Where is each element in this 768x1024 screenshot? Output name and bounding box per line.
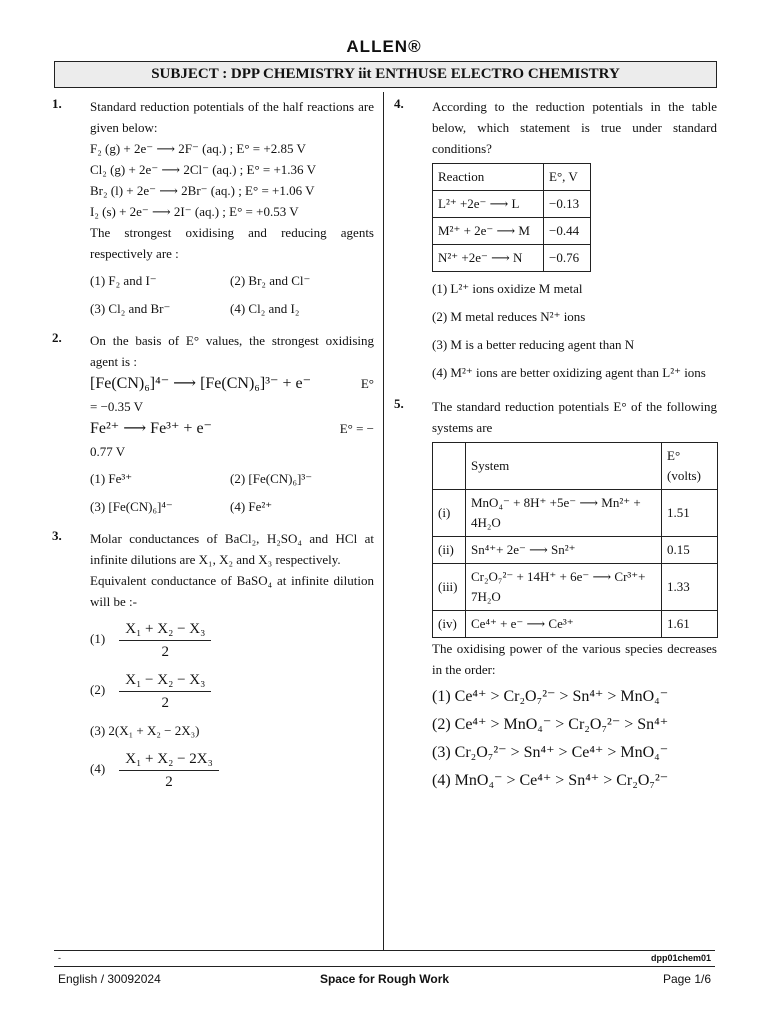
question-3 — [52, 528, 374, 793]
option-3[interactable]: (3) M is a better reducing agent than N — [432, 337, 635, 352]
footer-code-bar — [54, 951, 715, 965]
table-cell: M²⁺ + 2e⁻ ⟶ M — [433, 218, 544, 245]
question-4 — [394, 96, 717, 384]
question-text: On the basis of E° values, the strongest oxidising agent is : — [90, 333, 374, 369]
equation: F₂ (g) + 2e⁻ ⟶ 2F⁻ (aq.) ; E° = +2.85 V — [90, 141, 306, 156]
allen-logo: ALLEN® — [346, 37, 422, 56]
numerator: X₁ − X₂ − X₃ — [119, 669, 211, 692]
equation: I₂ (s) + 2e⁻ ⟶ 2I⁻ (aq.) ; E° = +0.53 V — [90, 204, 299, 219]
question-text: The strongest oxidising and reducing agents respectively are : — [90, 225, 374, 261]
question-text: Equivalent conductance of BaSO₄ at infinite dilution will be :- — [90, 573, 374, 609]
table-cell: (ii) — [433, 537, 466, 564]
option-4[interactable]: (4) MnO₄⁻ > Ce⁴⁺ > Sn⁴⁺ > Cr₂O₇²⁻ — [432, 772, 669, 789]
option-4[interactable] — [90, 748, 374, 793]
option-1[interactable]: (1) L²⁺ ions oxidize M metal — [432, 281, 583, 296]
option-1[interactable] — [90, 618, 374, 663]
option-4[interactable]: (4) M²⁺ ions are better oxidizing agent than L²⁺ ions — [432, 365, 706, 380]
denominator: 2 — [165, 774, 173, 790]
numerator: X₁ + X₂ − X₃ — [119, 618, 211, 641]
fraction — [119, 669, 211, 714]
potential-value: = −0.35 V — [90, 399, 144, 414]
column-divider — [383, 92, 384, 950]
table-cell: 1.33 — [662, 564, 718, 611]
table-cell: −0.76 — [544, 245, 591, 272]
option-4[interactable]: (4) Cl₂ and I₂ — [230, 301, 300, 316]
table-cell: 0.15 — [662, 537, 718, 564]
table-row — [433, 218, 591, 245]
system-potential-table — [432, 442, 718, 638]
table-header: Reaction — [433, 164, 544, 191]
footer-rule-bottom — [54, 966, 715, 967]
table-cell: Cr₂O₇²⁻ + 14H⁺ + 6e⁻ ⟶ Cr³⁺+ 7H₂O — [466, 564, 662, 611]
option-2[interactable]: (2) M metal reduces N²⁺ ions — [432, 309, 586, 324]
table-row — [433, 537, 718, 564]
option-number: (4) — [90, 761, 106, 777]
table-row — [433, 490, 718, 537]
options — [90, 270, 374, 320]
option-2[interactable]: (2) Ce⁴⁺ > MnO₄⁻ > Cr₂O₇²⁻ > Sn⁴⁺ — [432, 716, 669, 733]
table-header: E° (volts) — [662, 443, 718, 490]
table-cell: 1.51 — [662, 490, 718, 537]
table-cell: (iv) — [433, 611, 466, 638]
table-cell: −0.13 — [544, 191, 591, 218]
reduction-potential-table — [432, 163, 591, 272]
footer-dash: - — [58, 953, 61, 963]
table-header: System — [466, 443, 662, 490]
right-column — [394, 96, 717, 800]
equation: [Fe(CN)₆]⁴⁻ ⟶ [Fe(CN)₆]³⁻ + e⁻ — [90, 375, 312, 392]
question-text: Molar conductances of BaCl₂, H₂SO₄ and HCl at infinite dilutions are X₁, X₂ and X₃ respectively. — [90, 531, 374, 567]
option-2[interactable]: (2) [Fe(CN)₆]³⁻ — [230, 471, 313, 486]
table-cell: Sn⁴⁺+ 2e⁻ ⟶ Sn²⁺ — [466, 537, 662, 564]
equation-row — [90, 417, 374, 441]
fraction — [119, 618, 211, 663]
table-cell: (i) — [433, 490, 466, 537]
option-1[interactable]: (1) F₂ and I⁻ — [90, 273, 157, 288]
options — [90, 468, 374, 518]
denominator: 2 — [161, 644, 170, 660]
table-cell: MnO₄⁻ + 8H⁺ +5e⁻ ⟶ Mn²⁺ + 4H₂O — [466, 490, 662, 537]
equation: Br₂ (l) + 2e⁻ ⟶ 2Br⁻ (aq.) ; E° = +1.06 V — [90, 183, 315, 198]
equation-row — [90, 372, 374, 396]
fraction — [119, 748, 219, 793]
table-cell: N²⁺ +2e⁻ ⟶ N — [433, 245, 544, 272]
option-3[interactable]: (3) Cl₂ and Br⁻ — [90, 301, 171, 316]
question-number: 5. — [394, 396, 404, 411]
table-cell: (iii) — [433, 564, 466, 611]
subject-banner: SUBJECT : DPP CHEMISTRY iit ENTHUSE ELECTRO CHEMISTRY — [54, 61, 717, 88]
table-cell: L²⁺ +2e⁻ ⟶ L — [433, 191, 544, 218]
potential-label: E° — [360, 376, 374, 391]
question-text: Standard reduction potentials of the half reactions are given below: — [90, 99, 374, 135]
equation: Fe²⁺ ⟶ Fe³⁺ + e⁻ — [90, 420, 212, 437]
table-row — [433, 564, 718, 611]
question-number: 1. — [52, 96, 62, 111]
potential-value: 0.77 V — [90, 444, 126, 459]
option-2[interactable] — [90, 669, 374, 714]
equation: Cl₂ (g) + 2e⁻ ⟶ 2Cl⁻ (aq.) ; E° = +1.36 V — [90, 162, 316, 177]
question-text: The oxidising power of the various species decreases in the order: — [432, 641, 717, 677]
option-4[interactable]: (4) Fe²⁺ — [230, 499, 273, 514]
question-number: 4. — [394, 96, 404, 111]
option-2[interactable]: (2) Br₂ and Cl⁻ — [230, 273, 311, 288]
option-number: (1) — [90, 631, 106, 647]
question-number: 3. — [52, 528, 62, 543]
option-3[interactable]: (3) Cr₂O₇²⁻ > Sn⁴⁺ > Ce⁴⁺ > MnO₄⁻ — [432, 744, 669, 761]
page-number: Page 1/6 — [662, 972, 711, 986]
option-1[interactable]: (1) Fe³⁺ — [90, 471, 133, 486]
left-column — [52, 96, 374, 801]
table-cell: 1.61 — [662, 611, 718, 638]
table-row — [433, 191, 591, 218]
table-cell: −0.44 — [544, 218, 591, 245]
question-number: 2. — [52, 330, 62, 345]
question-text: According to the reduction potentials in the table below, which statement is true under standard conditions? — [432, 99, 717, 156]
option-3[interactable]: (3) 2(X₁ + X₂ − 2X₃) — [90, 723, 200, 738]
question-2 — [52, 330, 374, 518]
denominator: 2 — [161, 695, 170, 711]
option-1[interactable]: (1) Ce⁴⁺ > Cr₂O₇²⁻ > Sn⁴⁺ > MnO₄⁻ — [432, 688, 669, 705]
option-3[interactable]: (3) [Fe(CN)₆]⁴⁻ — [90, 499, 173, 514]
potential-label: E° = − — [339, 421, 374, 436]
question-1 — [52, 96, 374, 320]
document-code: dpp01chem01 — [650, 953, 711, 963]
rough-work-label: Space for Rough Work — [319, 972, 450, 986]
question-text: The standard reduction potentials E° of the following systems are — [432, 399, 717, 435]
option-number: (2) — [90, 682, 106, 698]
question-5 — [394, 396, 717, 792]
table-row — [433, 245, 591, 272]
table-row — [433, 611, 718, 638]
table-header: E°, V — [544, 164, 591, 191]
footer-language-date: English / 30092024 — [58, 972, 161, 986]
numerator: X₁ + X₂ − 2X₃ — [119, 748, 219, 771]
table-cell: Ce⁴⁺ + e⁻ ⟶ Ce³⁺ — [466, 611, 662, 638]
